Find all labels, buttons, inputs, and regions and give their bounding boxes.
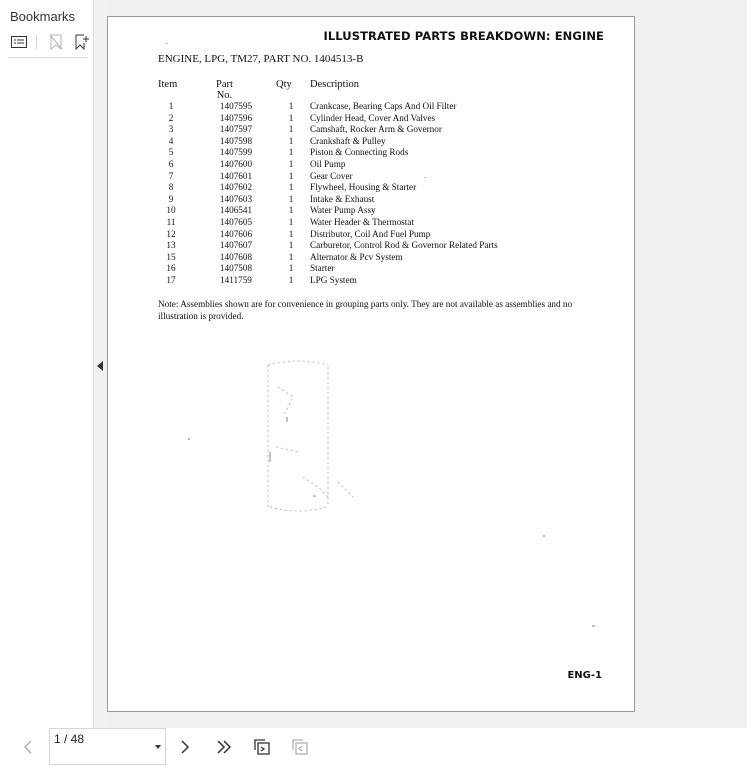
column-header-qty: Qty [276,79,292,90]
description-cell: Camshaft, Rocker Arm & Governor [310,124,442,135]
chevron-down-icon[interactable] [155,745,161,749]
description-cell: Cylinder Head, Cover And Valves [310,112,436,123]
qty-cell: 1 [288,228,294,239]
item-cell: 6 [168,158,174,169]
qty-cell: 1 [288,182,294,193]
qty-cell: 1 [288,240,294,251]
last-page-icon[interactable] [214,737,234,757]
item-cell: 10 [166,205,176,216]
part-no-cell: 1407601 [219,170,253,181]
description-cell: Flywheel, Housing & Starter [310,182,417,193]
qty-cell: 1 [288,112,294,123]
part-no-cell: 1407605 [219,216,253,227]
column-header-part-no: Part No. [216,79,233,101]
scan-speck [592,625,595,627]
scan-speck [188,438,190,440]
description-cell: Oil Pump [310,158,346,169]
part-no-cell: 1407603 [219,193,253,204]
item-cell: 4 [168,135,174,146]
collapse-sidebar-icon[interactable] [96,357,104,369]
copy-page-icon[interactable] [290,737,310,757]
description-cell: Water Pump Assy [310,205,376,216]
item-cell: 7 [168,170,174,181]
item-cell: 11 [166,216,176,227]
part-no-cell: 1411759 [220,274,252,285]
qty-cell: 1 [288,170,294,181]
item-cell: 1 [168,101,174,111]
item-cell: 8 [168,182,174,193]
bookmarks-sidebar [0,0,93,728]
qty-cell: 1 [288,274,294,285]
description-cell: Crankcase, Bearing Caps And Oil Filter [310,101,457,111]
qty-cell: 1 [288,147,294,158]
part-no-cell: 1407596 [219,112,253,123]
scan-speck [543,535,545,537]
qty-cell: 1 [288,135,294,146]
qty-cell: 1 [288,251,294,262]
qty-cell: 1 [288,216,294,227]
qty-cell: 1 [288,124,294,135]
description-cell: Crankshaft & Pulley [310,135,386,146]
description-cell: Piston & Connecting Rods [310,147,409,158]
sidebar-divider [8,57,88,58]
rotate-page-icon[interactable] [252,737,272,757]
part-no-cell: 1406541 [219,205,253,216]
part-no-cell: 1407602 [219,182,253,193]
page-selector[interactable] [49,728,166,765]
previous-page-icon[interactable] [18,737,38,757]
description-cell: Starter [310,263,335,274]
part-no-cell: 1407599 [219,147,253,158]
remove-bookmark-icon[interactable] [46,32,66,52]
part-no-cell: 1407606 [219,228,253,239]
document-page [107,16,635,712]
sidebar-title: Bookmarks [10,9,76,24]
page-number-label: ENG-1 [567,670,602,681]
qty-cell: 1 [288,263,294,274]
part-no-cell: 1407600 [219,158,253,169]
item-cell: 15 [166,251,176,262]
part-no-cell: 1407595 [219,101,253,111]
description-cell: Distributor, Coil And Fuel Pump [310,228,431,239]
page-indicator: 1 / 48 [54,732,85,746]
item-cell: 9 [168,193,174,204]
add-bookmark-icon[interactable] [72,32,92,52]
scan-speck [166,43,168,44]
description-cell: Intake & Exhaust [310,193,375,204]
bookmark-toolbar [0,32,93,56]
faded-illustration [258,357,358,517]
description-cell: Alternator & Pcv System [310,251,403,262]
item-cell: 16 [166,263,176,274]
part-no-cell: 1407607 [219,240,253,251]
description-cell: LPG System [310,274,357,285]
description-cell: Gear Cover [310,170,353,181]
item-cell: 12 [166,228,176,239]
column-header-item: Item [158,79,178,90]
part-no-cell: 1407597 [219,124,253,135]
column-header-description: Description [310,79,359,90]
qty-cell: 1 [288,193,294,204]
assembly-note: Note: Assemblies shown are for convenience in grouping parts only. They are not available as assemblies and no illustration is provided. [158,299,573,321]
qty-cell: 1 [288,205,294,216]
toolbar-separator [36,35,37,49]
item-cell: 2 [168,112,174,123]
page-subheading: ENGINE, LPG, TM27, PART NO. 1404513-B [158,53,364,65]
item-cell: 17 [166,274,176,285]
item-cell: 5 [168,147,174,158]
qty-cell: 1 [288,158,294,169]
description-cell: Water Header & Thermostat [310,216,414,227]
item-cell: 13 [166,240,176,251]
part-no-cell: 1407608 [219,251,253,262]
bookmark-list-icon[interactable] [9,32,29,52]
description-cell: Carburetor, Control Rod & Governor Related Parts [310,240,498,251]
scan-speck [424,177,426,178]
qty-cell: 1 [288,101,294,111]
part-no-cell: 1407598 [219,135,253,146]
next-page-icon[interactable] [175,737,195,757]
item-cell: 3 [168,124,174,135]
page-heading: ILLUSTRATED PARTS BREAKDOWN: ENGINE [323,29,604,43]
part-no-cell: 1407508 [219,263,253,274]
